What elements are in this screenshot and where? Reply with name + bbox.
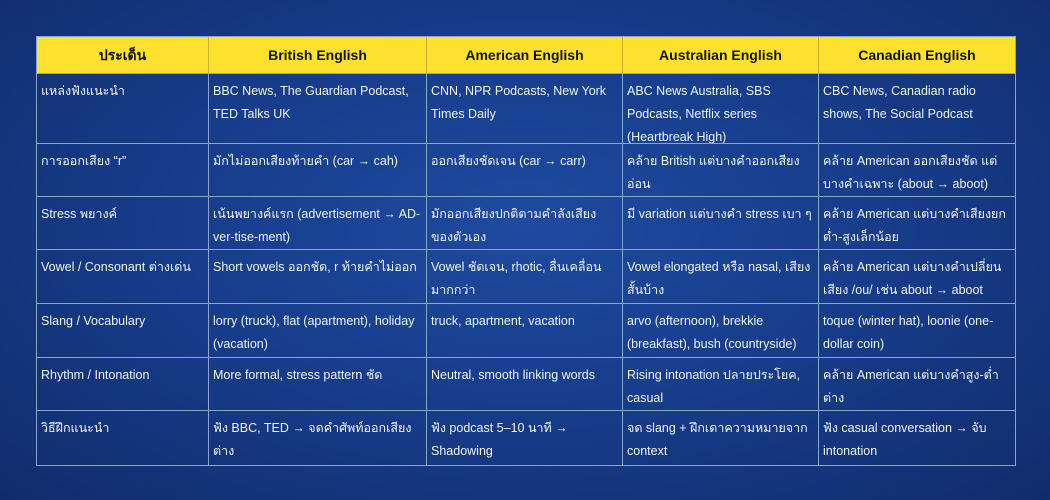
table-cell: Vowel elongated หรือ nasal, เสียงสั้นบ้าง <box>623 250 819 304</box>
header-cell-australian: Australian English <box>623 37 819 74</box>
table-cell: คล้าย American แต่บางคำเสียงยกต่ำ-สูงเล็กน้อย <box>819 197 1015 250</box>
header-cell-british: British English <box>209 37 427 74</box>
table-cell: truck, apartment, vacation <box>427 304 623 358</box>
table-cell: คล้าย American แต่บางคำสูง-ต่ำต่าง <box>819 358 1015 411</box>
table-cell: คล้าย American ออกเสียงชัด แต่บางคำเฉพาะ (about → aboot) <box>819 144 1015 197</box>
table-cell: มี variation แต่บางคำ stress เบา ๆ <box>623 197 819 250</box>
table-cell: Rising intonation ปลายประโยค, casual <box>623 358 819 411</box>
header-cell-canadian: Canadian English <box>819 37 1015 74</box>
table-cell: มักไม่ออกเสียงท้ายคำ (car → cah) <box>209 144 427 197</box>
header-cell-american: American English <box>427 37 623 74</box>
row-label: Rhythm / Intonation <box>37 358 209 411</box>
table-cell: จด slang + ฝึกเดาความหมายจาก context <box>623 411 819 465</box>
table-cell: ABC News Australia, SBS Podcasts, Netflix series (Heartbreak High) <box>623 74 819 144</box>
row-label: Vowel / Consonant ต่างเด่น <box>37 250 209 304</box>
table-cell: CBC News, Canadian radio shows, The Social Podcast <box>819 74 1015 144</box>
table-cell: มักออกเสียงปกติตามคำลังเสียงของตัวเอง <box>427 197 623 250</box>
table-cell: คล้าย American แต่บางคำเปลี่ยนเสียง /ou/ เช่น about → aboot <box>819 250 1015 304</box>
row-label: การออกเสียง “r” <box>37 144 209 197</box>
row-label: Slang / Vocabulary <box>37 304 209 358</box>
table-cell: toque (winter hat), loonie (one-dollar coin) <box>819 304 1015 358</box>
table-cell: More formal, stress pattern ชัด <box>209 358 427 411</box>
table-cell: ฟัง podcast 5–10 นาที → Shadowing <box>427 411 623 465</box>
table-cell: คล้าย British แต่บางคำออกเสียงอ่อน <box>623 144 819 197</box>
header-cell-topic: ประเด็น <box>37 37 209 74</box>
table-cell: ฟัง casual conversation → จับ intonation <box>823 421 987 458</box>
table-cell: Neutral, smooth linking words <box>427 358 623 411</box>
table-cell: lorry (truck), flat (apartment), holiday (vacation) <box>209 304 427 358</box>
comparison-table <box>36 36 1016 466</box>
row-label: วิธีฝึกแนะนำ <box>37 411 209 465</box>
table-cell: Vowel ชัดเจน, rhotic, ลื่นเคลื่อนมากกว่า <box>427 250 623 304</box>
table-cell: เน้นพยางค์แรก (advertisement → AD-ver-tise-ment) <box>209 197 427 250</box>
row-label: แหล่งฟังแนะนำ <box>37 74 209 144</box>
table-cell: ฟัง BBC, TED → จดคำศัพท์ออกเสียงต่าง <box>209 411 427 465</box>
table-cell: CNN, NPR Podcasts, New York Times Daily <box>427 74 623 144</box>
row-label: Stress พยางค์ <box>37 197 209 250</box>
table-cell: arvo (afternoon), brekkie (breakfast), bush (countryside) <box>623 304 819 358</box>
table-cell: ออกเสียงชัดเจน (car → carr) <box>427 144 623 197</box>
table-cell: BBC News, The Guardian Podcast, TED Talks UK <box>209 74 427 144</box>
table-cell: Short vowels ออกชัด, r ท้ายคำไม่ออก <box>209 250 427 304</box>
